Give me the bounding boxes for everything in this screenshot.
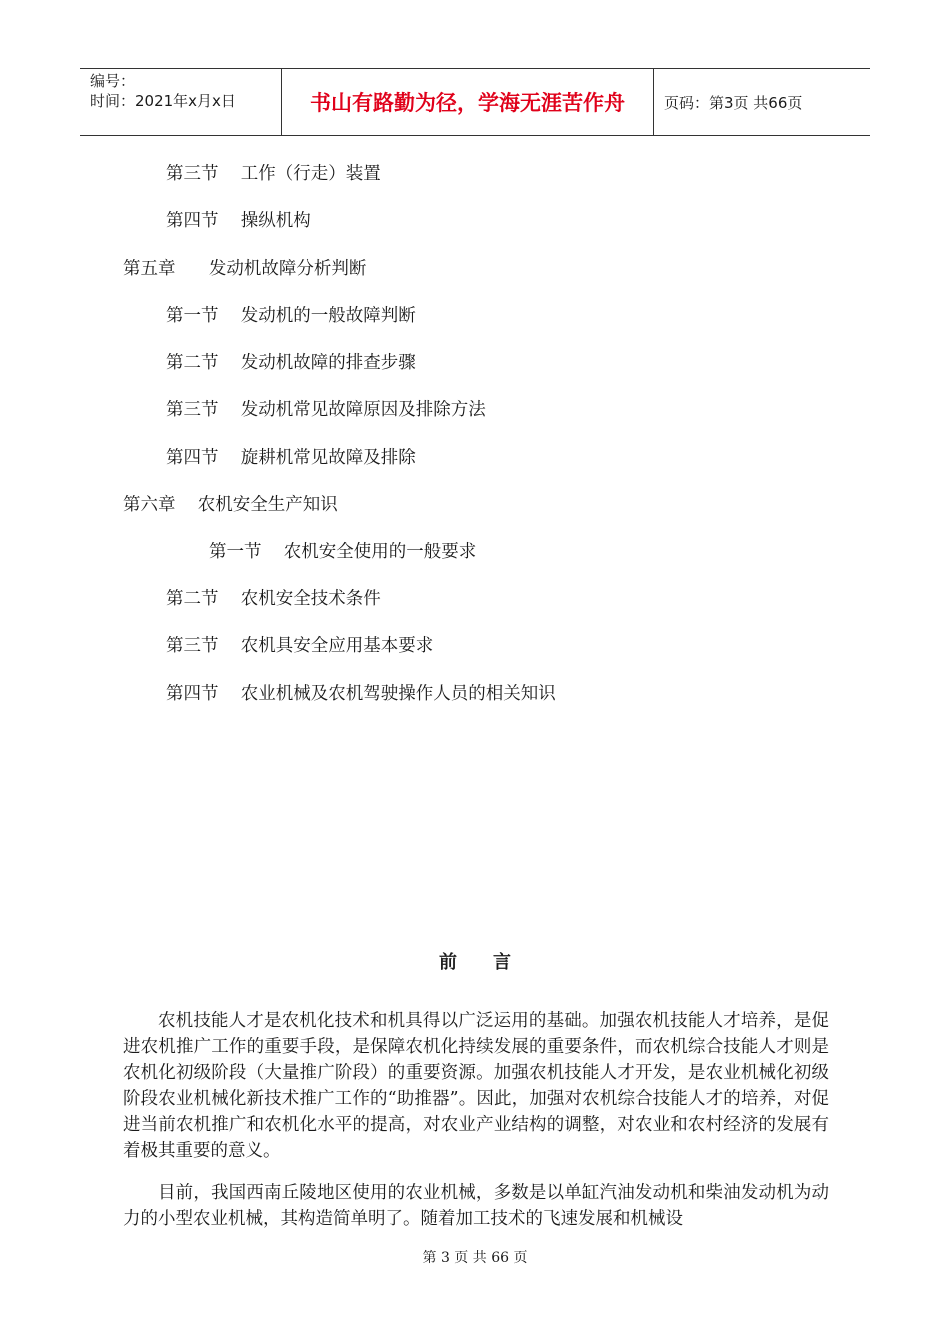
toc-entry: 第四节 操纵机构 (166, 211, 311, 231)
page-header (80, 68, 870, 136)
section-title: 前言 (439, 952, 547, 973)
doc-date-label: 时间：2021年x月x日 (90, 92, 236, 110)
toc-entry: 第四节 旋耕机常见故障及排除 (166, 448, 416, 468)
toc-chapter: 第五章 发动机故障分析判断 (123, 259, 367, 279)
toc-entry: 第一节 农机安全使用的一般要求 (209, 542, 477, 562)
toc-entry: 第三节 工作（行走）装置 (166, 164, 381, 184)
paragraph: 农机技能人才是农机化技术和机具得以广泛运用的基础。加强农机技能人才培养，是促进农机推广工作的重要手段，是保障农机化持续发展的重要条件，而农机综合技能人才则是农机化初级阶段（大量推广阶段）的重要资源。加强农机技能人才开发，是农业机械化初级阶段农业机械化新技术推广工作的“助推器”。因此，加强对农机综合技能人才的培养，对促进当前农机推广和农机化水平的提高，对农业产业结构的调整，对农业和农村经济的发展有着极其重要的意义。 (123, 1011, 829, 1161)
toc-entry: 第二节 农机安全技术条件 (166, 589, 381, 609)
toc-entry: 第四节 农业机械及农机驾驶操作人员的相关知识 (166, 684, 556, 704)
doc-number-label: 编号： (90, 72, 136, 90)
toc-entry: 第三节 农机具安全应用基本要求 (166, 636, 434, 656)
toc-entry: 第一节 发动机的一般故障判断 (166, 306, 416, 326)
toc-entry: 第二节 发动机故障的排查步骤 (166, 353, 416, 373)
toc-entry: 第三节 发动机常见故障原因及排除方法 (166, 400, 486, 420)
page-footer: 第 3 页 共 66 页 (422, 1250, 528, 1266)
header-page-info: 页码：第3页 共66页 (664, 93, 803, 112)
header-motto: 书山有路勤为径，学海无涯苦作舟 (282, 69, 654, 135)
paragraph: 目前，我国西南丘陵地区使用的农业机械，多数是以单缸汽油发动机和柴油发动机为动力的小型农业机械，其构造简单明了。随着加工技术的飞速发展和机械设 (123, 1183, 829, 1229)
header-meta (80, 69, 282, 135)
toc-chapter: 第六章 农机安全生产知识 (123, 495, 338, 515)
